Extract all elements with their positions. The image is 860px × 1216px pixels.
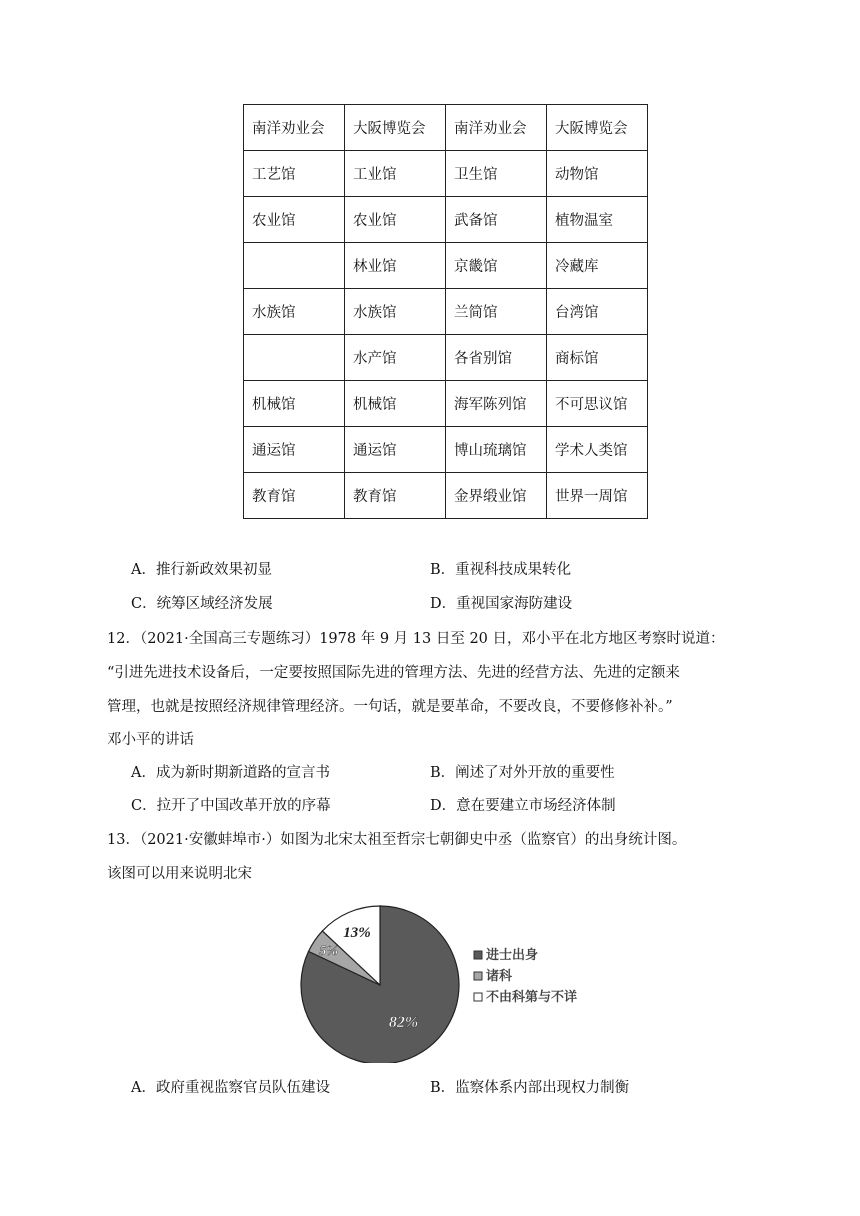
- table-cell: 工艺馆: [244, 151, 345, 197]
- pie-data-label: 5%: [319, 944, 339, 960]
- table-cell: 机械馆: [244, 381, 345, 427]
- pie-data-label: 82%: [388, 1014, 419, 1032]
- table-cell: 商标馆: [547, 335, 648, 381]
- table-cell: 教育馆: [345, 473, 446, 519]
- q12-stem-line-4: 邓小平的讲话: [107, 732, 194, 748]
- pie-data-label: 13%: [343, 924, 371, 941]
- table-row: [244, 381, 648, 427]
- table-cell: 通运馆: [345, 427, 446, 473]
- table-cell: 农业馆: [345, 197, 446, 243]
- table-row: [244, 197, 648, 243]
- table-cell: 卫生馆: [446, 151, 547, 197]
- table-row: [244, 151, 648, 197]
- table-cell: 南洋劝业会: [446, 105, 547, 151]
- table-row: [244, 335, 648, 381]
- table-cell: 水产馆: [345, 335, 446, 381]
- q13-stem-line-1: 13．（2021·安徽蚌埠市·）如图为北宋太祖至哲宗七朝御史中丞（监察官）的出身统计图。: [107, 832, 687, 848]
- table-cell: 林业馆: [345, 243, 446, 289]
- table-cell: 京畿馆: [446, 243, 547, 289]
- q11-option-b[interactable]: B．重视科技成果转化: [430, 562, 572, 578]
- table-cell: 台湾馆: [547, 289, 648, 335]
- q12-option-a[interactable]: A．成为新时期新道路的宣言书: [131, 765, 330, 781]
- legend-label: 不由科第与不详: [486, 990, 578, 1005]
- table-cell: 不可思议馆: [547, 381, 648, 427]
- q12-stem-line-3: 管理，也就是按照经济规律管理经济。一句话，就是要革命，不要改良，不要修修补补。”: [107, 699, 673, 715]
- table-row: [244, 473, 648, 519]
- table-cell: 金界缎业馆: [446, 473, 547, 519]
- table-cell: 工业馆: [345, 151, 446, 197]
- table-cell: 农业馆: [244, 197, 345, 243]
- table-row: [244, 427, 648, 473]
- table-cell: 学术人类馆: [547, 427, 648, 473]
- table-cell: 植物温室: [547, 197, 648, 243]
- q11-option-c[interactable]: C．统筹区域经济发展: [131, 596, 273, 612]
- legend-swatch: [474, 993, 482, 1001]
- table-cell: 兰简馆: [446, 289, 547, 335]
- exposition-table: [243, 104, 648, 519]
- table-cell: 水族馆: [345, 289, 446, 335]
- q12-option-b[interactable]: B．阐述了对外开放的重要性: [430, 765, 615, 781]
- table-row: [244, 243, 648, 289]
- table-cell: 大阪博览会: [547, 105, 648, 151]
- table-cell: 动物馆: [547, 151, 648, 197]
- table-cell: 南洋劝业会: [244, 105, 345, 151]
- q13-option-b[interactable]: B．监察体系内部出现权力制衡: [430, 1080, 630, 1096]
- table-cell: 冷藏库: [547, 243, 648, 289]
- pie-chart: [298, 903, 598, 1063]
- table-row: [244, 289, 648, 335]
- q11-option-d[interactable]: D．重视国家海防建设: [430, 596, 573, 612]
- q12-stem-line-1: 12．（2021·全国高三专题练习）1978 年 9 月 13 日至 20 日，邓小平在北方地区考察时说道：: [107, 631, 725, 647]
- table-cell: 通运馆: [244, 427, 345, 473]
- q11-option-a[interactable]: A．推行新政效果初显: [131, 562, 272, 578]
- table-row: [244, 105, 648, 151]
- table-cell: 机械馆: [345, 381, 446, 427]
- legend-swatch: [474, 951, 482, 959]
- table-cell: 博山琉璃馆: [446, 427, 547, 473]
- table-cell: 大阪博览会: [345, 105, 446, 151]
- q12-option-c[interactable]: C．拉开了中国改革开放的序幕: [131, 798, 331, 814]
- table-cell: 海军陈列馆: [446, 381, 547, 427]
- table-cell: 世界一周馆: [547, 473, 648, 519]
- table-cell: 武备馆: [446, 197, 547, 243]
- table-cell: [244, 243, 345, 289]
- q12-stem-line-2: “引进先进技术设备后，一定要按照国际先进的管理方法、先进的经营方法、先进的定额来: [107, 665, 680, 681]
- legend-label: 诸科: [486, 969, 513, 984]
- q13-stem-line-2: 该图可以用来说明北宋: [107, 866, 252, 882]
- table-cell: 各省别馆: [446, 335, 547, 381]
- table-cell: 教育馆: [244, 473, 345, 519]
- q12-option-d[interactable]: D．意在要建立市场经济体制: [430, 798, 616, 814]
- legend-label: 进士出身: [486, 948, 539, 963]
- table-cell: 水族馆: [244, 289, 345, 335]
- table-cell: [244, 335, 345, 381]
- q13-option-a[interactable]: A．政府重视监察官员队伍建设: [131, 1080, 330, 1096]
- legend-swatch: [474, 972, 482, 980]
